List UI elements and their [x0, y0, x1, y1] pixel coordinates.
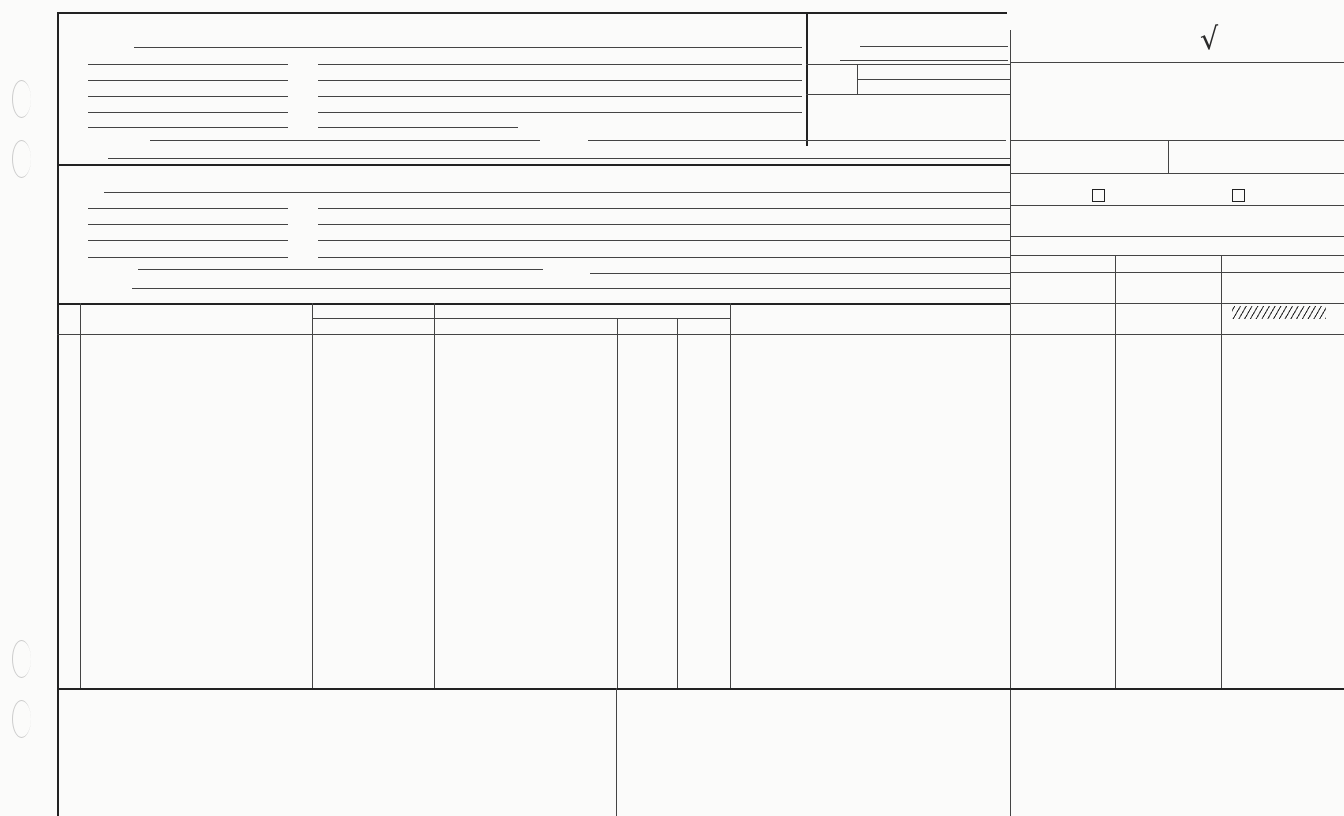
binder-hole: [12, 140, 31, 178]
yes-checkbox[interactable]: [1092, 189, 1105, 202]
right-column-divider: [1010, 30, 1011, 816]
no-checkbox-label[interactable]: [1230, 189, 1245, 202]
top-border: [57, 12, 1007, 14]
binder-hole: [12, 700, 31, 738]
binder-hole: [12, 80, 31, 118]
children-section-top: [57, 303, 1010, 305]
binder-hole: [12, 640, 31, 678]
yes-checkbox-label[interactable]: [1090, 189, 1105, 202]
footer-top: [57, 688, 1344, 690]
hatched-area: [1232, 306, 1326, 319]
no-checkbox[interactable]: [1232, 189, 1245, 202]
left-border: [57, 12, 59, 816]
wife-section-top: [57, 164, 1010, 166]
husband-name-line: [134, 47, 802, 48]
right-header-divider: [806, 12, 808, 146]
header-year: √: [1198, 21, 1223, 58]
